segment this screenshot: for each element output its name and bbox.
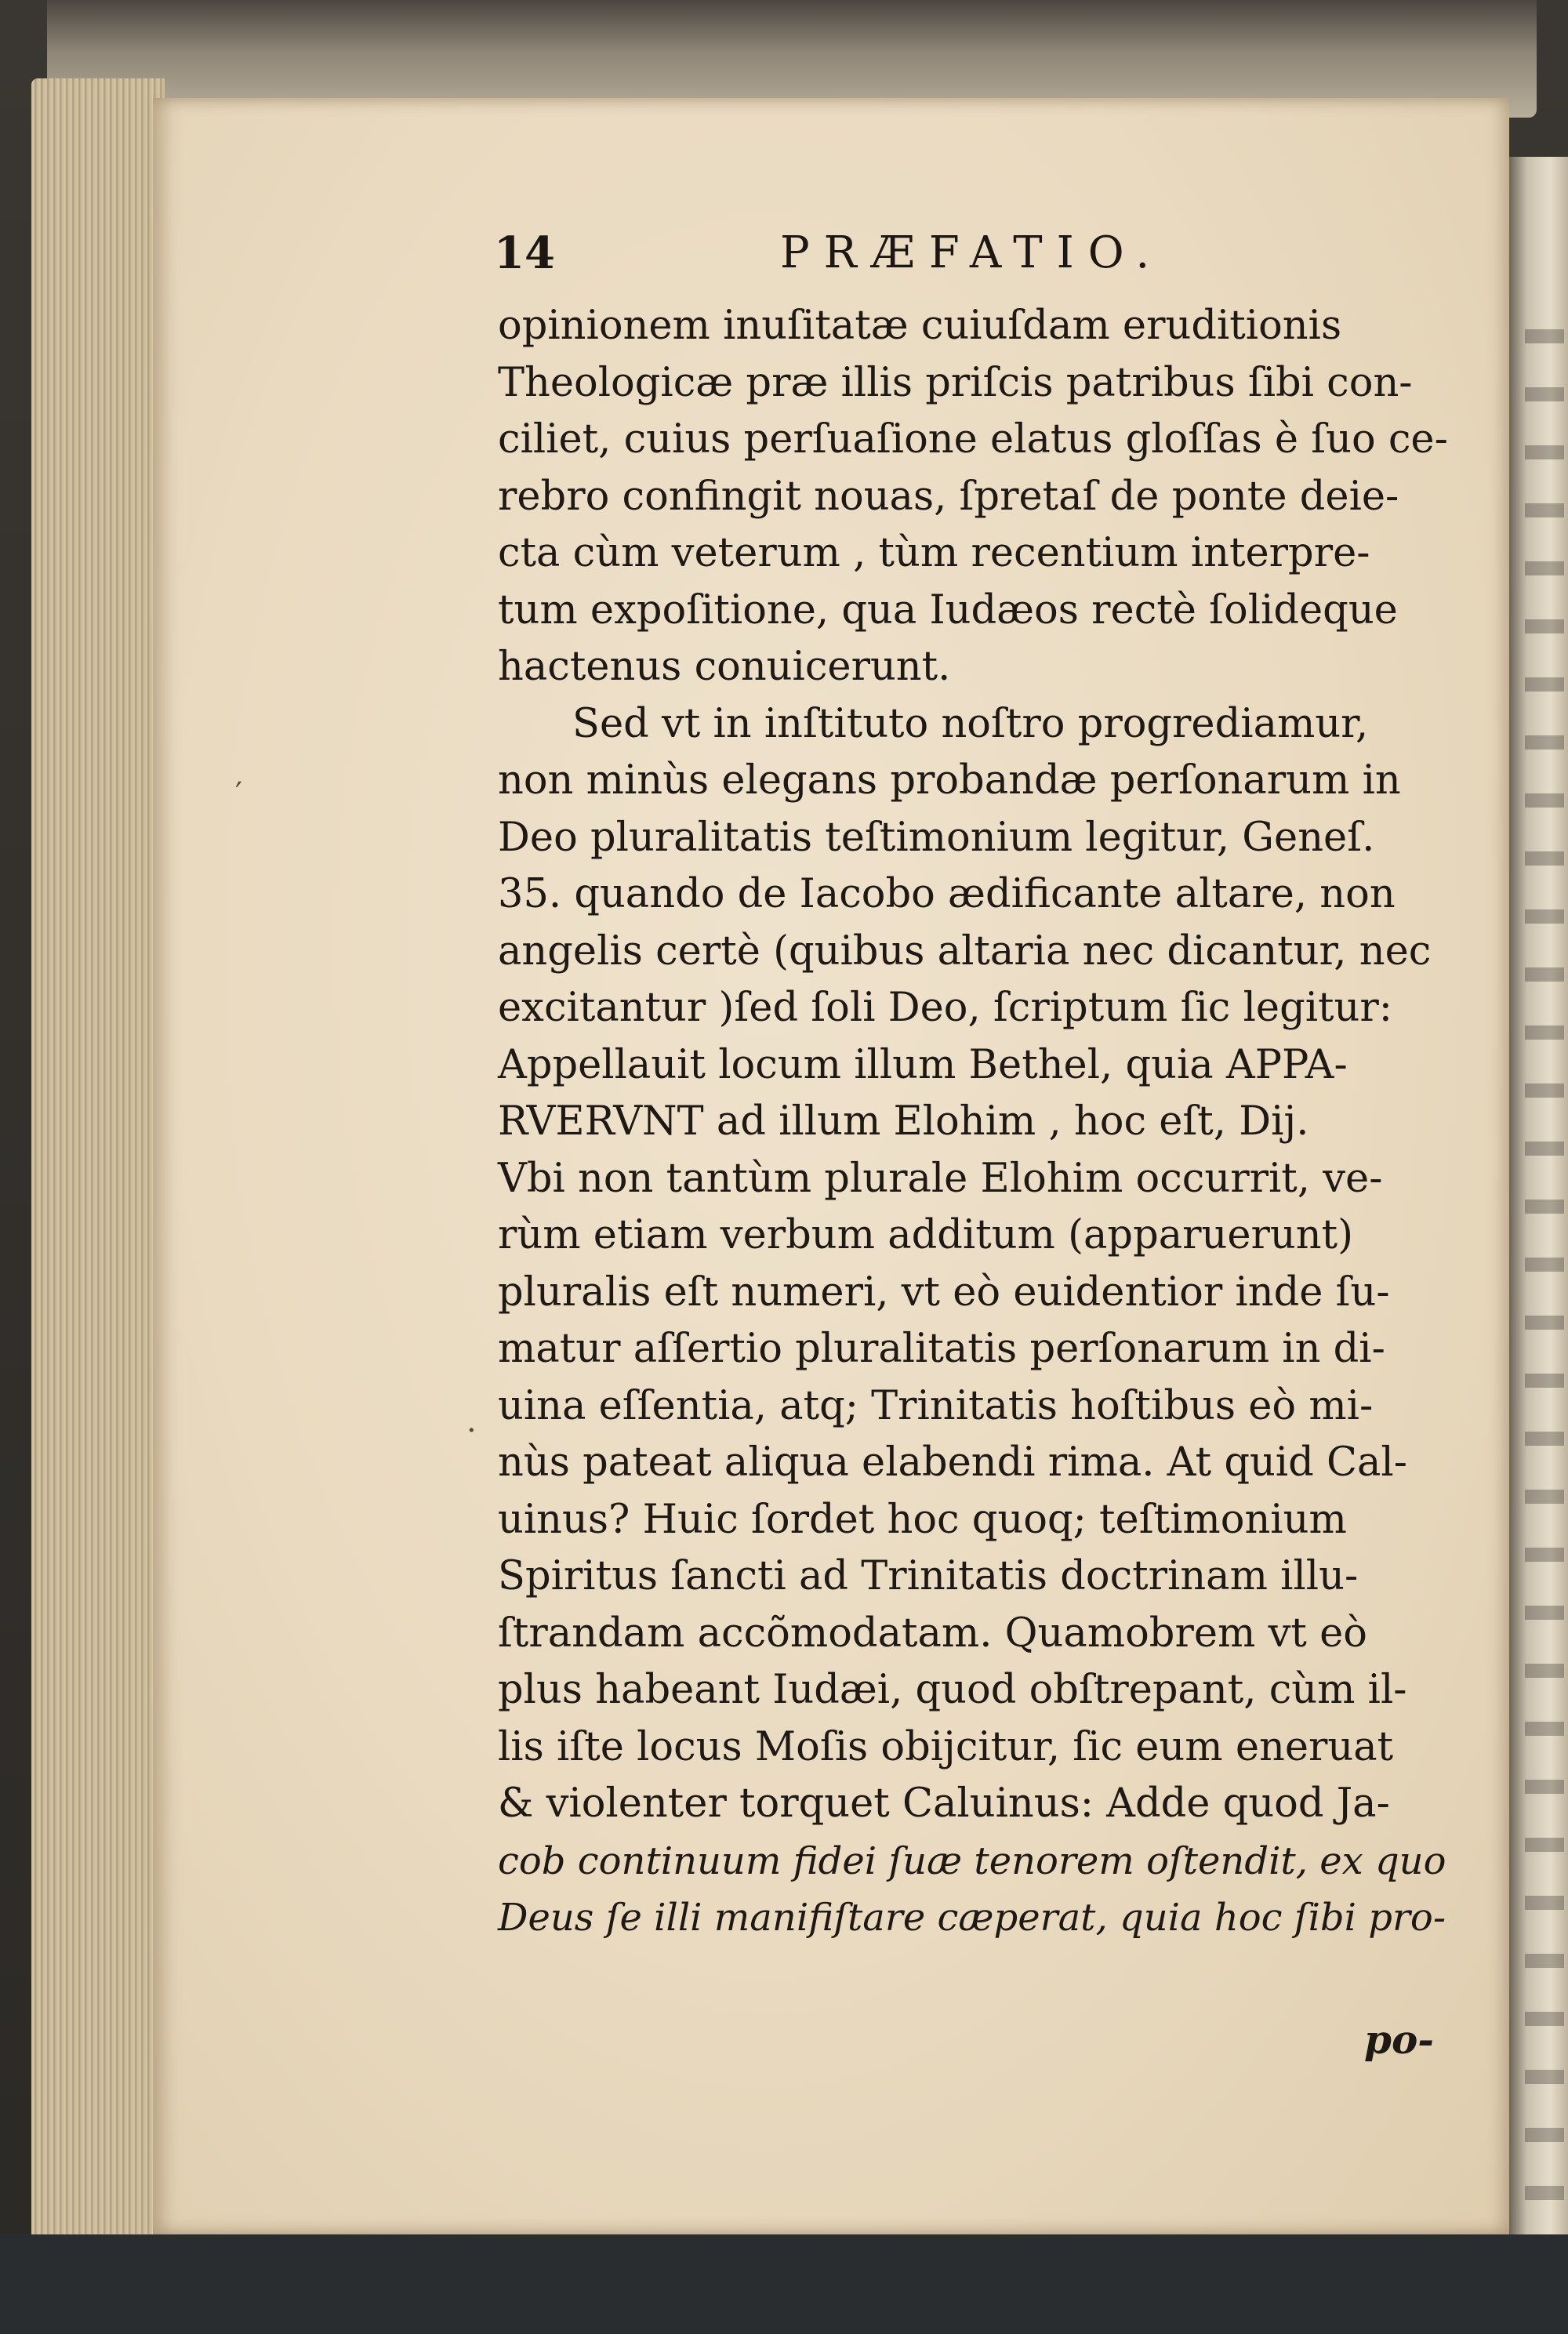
text-line: cta cùm veterum , tùm recentium interpre-	[498, 530, 1370, 576]
text-line: RVERVNT ad illum Elohim , hoc eſt, Dij.	[498, 1098, 1309, 1145]
text-line: ciliet, cuius perſuaſione elatus gloſſas è ſuo ce-	[498, 416, 1448, 463]
text-line: rebro confingit nouas, ſpretaſ de ponte deie-	[498, 473, 1399, 520]
text-line: Deo pluralitatis teſtimonium legitur, Geneſ.	[498, 814, 1375, 861]
text-line: matur aſſertio pluralitatis perſonarum in di-	[498, 1326, 1385, 1372]
text-line: Sed vt in inſtituto noſtro progrediamur,	[572, 700, 1369, 747]
page-edges	[31, 78, 165, 2242]
background-surface	[0, 2234, 1568, 2334]
text-line: uina eſſentia, atq; Trinitatis hoſtibus eò mi-	[498, 1382, 1374, 1429]
text-line: opinionem inuſitatæ cuiuſdam eruditionis	[498, 303, 1342, 349]
text-line: Deus ſe illi manifiſtare cæperat, quia hoc ſibi pro-	[498, 1896, 1446, 1940]
text-line: hactenus conuicerunt.	[498, 644, 951, 690]
text-line: Appellauit locum illum Bethel, quia APPA-	[498, 1041, 1348, 1088]
page-number: 14	[494, 227, 555, 279]
text-line: non minùs elegans probandæ perſonarum in	[498, 757, 1401, 804]
text-line: angelis certè (quibus altaria nec dicantur, nec	[498, 927, 1432, 975]
text-line: ſtrandam accõmodatam. Quamobrem vt eò	[498, 1610, 1367, 1657]
text-line: & violenter torquet Caluinus: Adde quod Ja-	[498, 1780, 1390, 1827]
text-line: uinus? Huic ſordet hoc quoq; teſtimonium	[498, 1496, 1347, 1543]
text-line: Vbi non tantùm plurale Elohim occurrit, ve-	[498, 1155, 1383, 1202]
text-line: plus habeant Iudæi, quod obſtrepant, cùm il-	[498, 1667, 1407, 1713]
running-head: PRÆFATIO.	[780, 227, 1164, 278]
text-line: 35. quando de Iacobo ædificante altare, non	[498, 871, 1396, 917]
page-header	[494, 227, 1458, 298]
catchword: po-	[1364, 2016, 1435, 2063]
body-text	[498, 298, 1450, 1947]
text-line: excitantur )ſed ſoli Deo, ſcriptum ſic legitur:	[498, 985, 1392, 1031]
stray-mark: .	[466, 1403, 477, 1439]
text-line: cob continuum fidei ſuæ tenorem oſtendit, ex quo	[498, 1839, 1446, 1883]
facing-page-text-shadow	[1525, 329, 1564, 2211]
text-line: nùs pateat aliqua elabendi rima. At quid Cal-	[498, 1439, 1407, 1486]
text-line: lis iſte locus Moſis obijcitur, ſic eum eneruat	[498, 1723, 1394, 1770]
stray-mark: ′	[235, 776, 243, 812]
text-line: tum expoſitione, qua Iudæos rectè ſolideque	[498, 586, 1398, 633]
text-line: rùm etiam verbum additum (apparuerunt)	[498, 1212, 1353, 1258]
text-line: Theologicæ præ illis priſcis patribus ſibi con-	[498, 359, 1413, 406]
text-line: Spiritus ſancti ad Trinitatis doctrinam illu-	[498, 1553, 1359, 1599]
text-line: pluralis eſt numeri, vt eò euidentior inde ſu-	[498, 1269, 1390, 1316]
